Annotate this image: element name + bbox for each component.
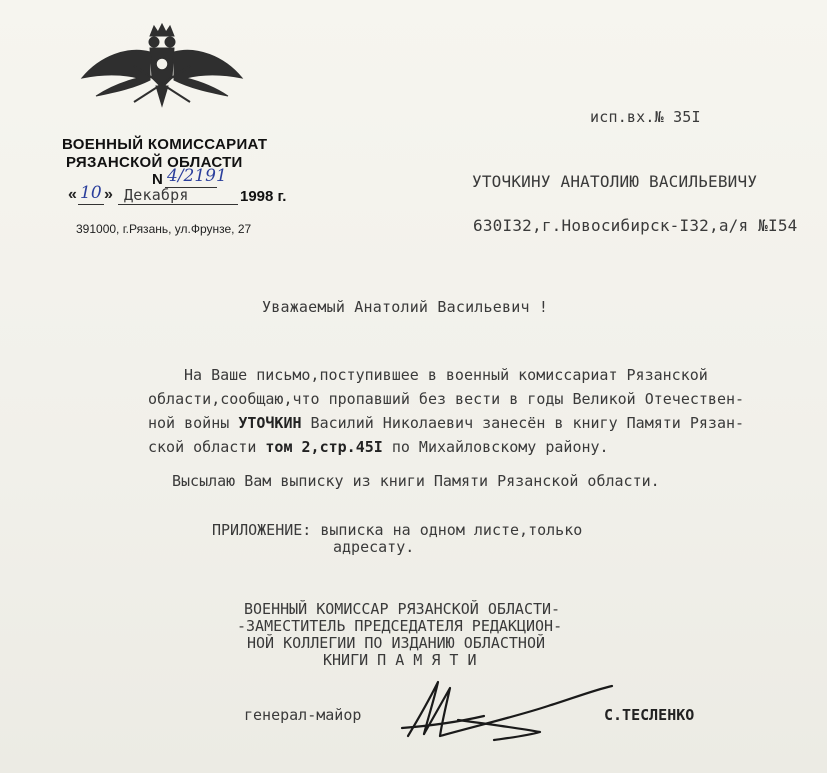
signer-title-line4: КНИГИ П А М Я Т И (323, 651, 477, 669)
org-name-line2: РЯЗАНСКОЙ ОБЛАСТИ (66, 154, 243, 171)
paragraph1-line4-start: ской области (148, 438, 266, 456)
date-quote-close: » (104, 186, 113, 203)
attachment-line1 (212, 521, 582, 539)
signer-rank: генерал-майор (244, 706, 362, 724)
book-volume-page: том 2,стр.45I (265, 438, 383, 456)
salutation: Уважаемый Анатолий Васильевич ! (262, 298, 549, 316)
paragraph1-line1: На Ваше письмо,поступившее в военный комиссариат Рязанской (184, 366, 708, 384)
signer-name: С.ТЕСЛЕНКО (604, 706, 695, 724)
missing-person-surname: УТОЧКИН (238, 414, 302, 432)
document-number-value: 4/2191 (167, 166, 227, 186)
paragraph1-line3 (148, 414, 744, 432)
document-number-label: N (152, 171, 163, 188)
recipient-name: УТОЧКИНУ АНАТОЛИЮ ВАСИЛЬЕВИЧУ (472, 172, 758, 191)
paragraph2: Высылаю Вам выписку из книги Памяти Рязанской области. (172, 472, 660, 490)
paragraph1-line2: области,сообщаю,что пропавший без вести в годы Великой Отечествен- (148, 390, 745, 408)
date-year: 1998 г. (240, 188, 287, 205)
paragraph1-line3-end: Василий Николаевич занесён в книгу Памяти Рязан- (301, 414, 745, 432)
signer-title-line2: -ЗАМЕСТИТЕЛЬ ПРЕДСЕДАТЕЛЯ РЕДАКЦИОН- (237, 617, 563, 635)
date-month: Декабря (124, 186, 189, 204)
signer-title-line3: НОЙ КОЛЛЕГИИ ПО ИЗДАНИЮ ОБЛАСТНОЙ (247, 634, 546, 652)
signer-title-line1: ВОЕННЫЙ КОМИССАР РЯЗАНСКОЙ ОБЛАСТИ- (244, 600, 561, 618)
attachment-text: выписка на одном листе,только (311, 521, 583, 539)
sender-address: 391000, г.Рязань, ул.Фрунзе, 27 (76, 222, 252, 236)
date-month-underline (118, 204, 238, 205)
date-day-underline (78, 204, 104, 205)
org-name-line1: ВОЕННЫЙ КОМИССАРИАТ (62, 136, 268, 153)
date-day: 10 (80, 183, 102, 203)
date-quote-open: « (68, 186, 77, 203)
handwritten-signature-icon (398, 676, 620, 746)
incoming-reference: исп.вх.№ 35I (590, 108, 701, 126)
paragraph1-line4 (148, 438, 609, 456)
paragraph1-line3-start: ной войны (148, 414, 239, 432)
recipient-address: 630I32,г.Новосибирск-I32,а/я №I54 (473, 216, 798, 235)
attachment-line2: адресату. (333, 538, 415, 556)
paragraph1-line4-end: по Михайловскому району. (382, 438, 609, 456)
attachment-label: ПРИЛОЖЕНИЕ: (212, 521, 312, 539)
eagle-emblem-icon (78, 22, 246, 114)
